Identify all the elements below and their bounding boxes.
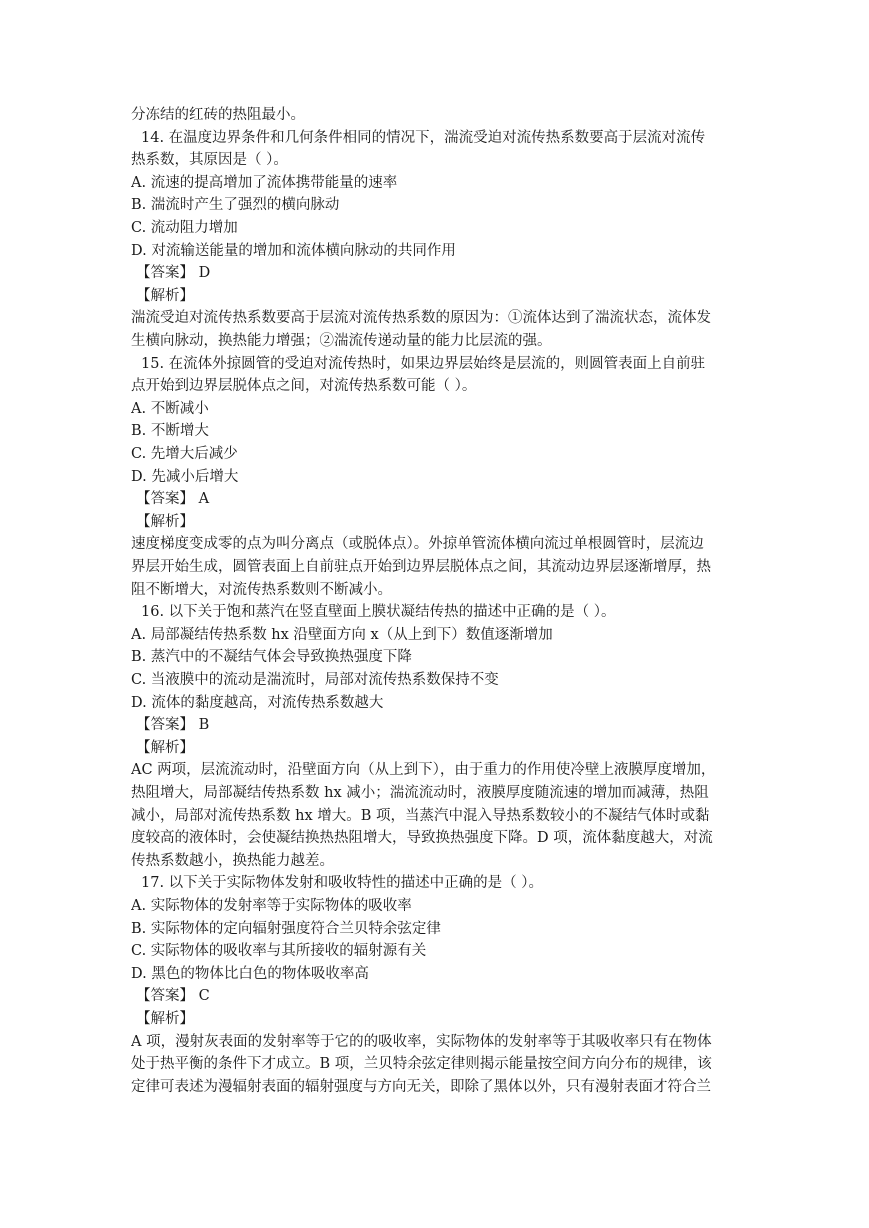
answer-label: 【答案】 D — [136, 265, 211, 282]
answer-option: D. 先减小后增大 — [131, 468, 239, 485]
answer-label: 【答案】 B — [136, 717, 210, 734]
paragraph-line: 点开始到边界层脱体点之间，对流传热系数可能（ ）。 — [131, 378, 477, 395]
paragraph-line: 度较高的液体时，会使凝结换热热阻增大，导致换热强度下降。D 项，流体黏度越大，对流 — [131, 830, 713, 847]
answer-label: 【解析】 — [136, 1011, 194, 1027]
answer-option: C. 先增大后减少 — [131, 446, 238, 462]
answer-option: B. 蒸汽中的不凝结气体会导致换热强度下降 — [131, 649, 412, 666]
answer-option: C. 当液膜中的流动是湍流时，局部对流传热系数保持不变 — [131, 672, 499, 688]
answer-option: B. 实际物体的定向辐射强度符合兰贝特余弦定律 — [131, 920, 441, 937]
answer-option: B. 不断增大 — [131, 423, 209, 440]
paragraph-line: 界层开始生成，圆管表面上自前驻点开始到边界层脱体点之间，其流动边界层逐渐增厚，热 — [131, 559, 711, 575]
answer-label: 【解析】 — [136, 287, 194, 304]
answer-option: A. 实际物体的发射率等于实际物体的吸收率 — [131, 898, 412, 914]
paragraph-line: 分冻结的红砖的热阻最小。 — [131, 107, 305, 123]
paragraph-line: 热系数，其原因是（ ）。 — [131, 152, 288, 169]
answer-option: A. 局部凝结传热系数 hx 沿壁面方向 x（从上到下）数值逐渐增加 — [131, 626, 553, 643]
answer-option: A. 不断减小 — [131, 400, 209, 417]
paragraph-line: 热阻增大，局部凝结传热系数 hx 减小；湍流流动时，液膜厚度随流速的增加而减薄，热阻 — [131, 785, 709, 801]
paragraph-line: 传热系数越小，换热能力越差。 — [131, 852, 334, 869]
paragraph-line: 定律可表述为漫辐射表面的辐射强度与方向无关，即除了黑体以外，只有漫射表面才符合兰 — [131, 1078, 711, 1095]
paragraph-line: 速度梯度变成零的点为叫分离点（或脱体点）。外掠单管流体横向流过单根圆管时，层流边 — [131, 536, 704, 553]
answer-option: D. 流体的黏度越高，对流传热系数越大 — [131, 694, 384, 711]
answer-label: 【解析】 — [136, 513, 194, 530]
answer-option: B. 湍流时产生了强烈的横向脉动 — [131, 197, 340, 214]
paragraph-line: 减小，局部对流传热系数 hx 增大。B 项，当蒸汽中混入导热系数较小的不凝结气体时或黏 — [131, 807, 710, 824]
paragraph-line: 处于热平衡的条件下才成立。B 项，兰贝特余弦定律则揭示能量按空间方向分布的规律，该 — [131, 1056, 712, 1073]
question-stem: 16. 以下关于饱和蒸汽在竖直壁面上膜状凝结传热的描述中正确的是（ ）。 — [141, 604, 616, 621]
answer-option: C. 流动阻力增加 — [131, 220, 238, 236]
question-stem: 14. 在温度边界条件和几何条件相同的情况下，湍流受迫对流传热系数要高于层流对流传 — [141, 129, 706, 146]
paragraph-line: 湍流受迫对流传热系数要高于层流对流传热系数的原因为：①流体达到了湍流状态，流体发 — [131, 310, 711, 327]
paragraph-line: 阻不断增大，对流传热系数则不断减小。 — [131, 581, 392, 598]
answer-option: D. 黑色的物体比白色的物体吸收率高 — [131, 965, 369, 982]
paragraph-line: A 项，漫射灰表面的发射率等于它的的吸收率，实际物体的发射率等于其吸收率只有在物体 — [131, 1033, 712, 1050]
answer-label: 【答案】 A — [136, 491, 210, 508]
answer-label: 【解析】 — [136, 739, 194, 756]
answer-option: A. 流速的提高增加了流体携带能量的速率 — [131, 174, 398, 191]
question-stem: 17. 以下关于实际物体发射和吸收特性的描述中正确的是（ ）。 — [141, 875, 544, 892]
answer-option: D. 对流输送能量的增加和流体横向脉动的共同作用 — [131, 242, 456, 259]
paragraph-line: AC 两项，层流流动时，沿壁面方向（从上到下），由于重力的作用使冷壁上液膜厚度增加， — [131, 762, 716, 779]
question-stem: 15. 在流体外掠圆管的受迫对流传热时，如果边界层始终是层流的，则圆管表面上自前驻 — [141, 355, 706, 372]
answer-option: C. 实际物体的吸收率与其所接收的辐射源有关 — [131, 943, 427, 960]
paragraph-line: 生横向脉动，换热能力增强；②湍流传递动量的能力比层流的强。 — [131, 333, 552, 349]
answer-label: 【答案】 C — [136, 988, 210, 1005]
